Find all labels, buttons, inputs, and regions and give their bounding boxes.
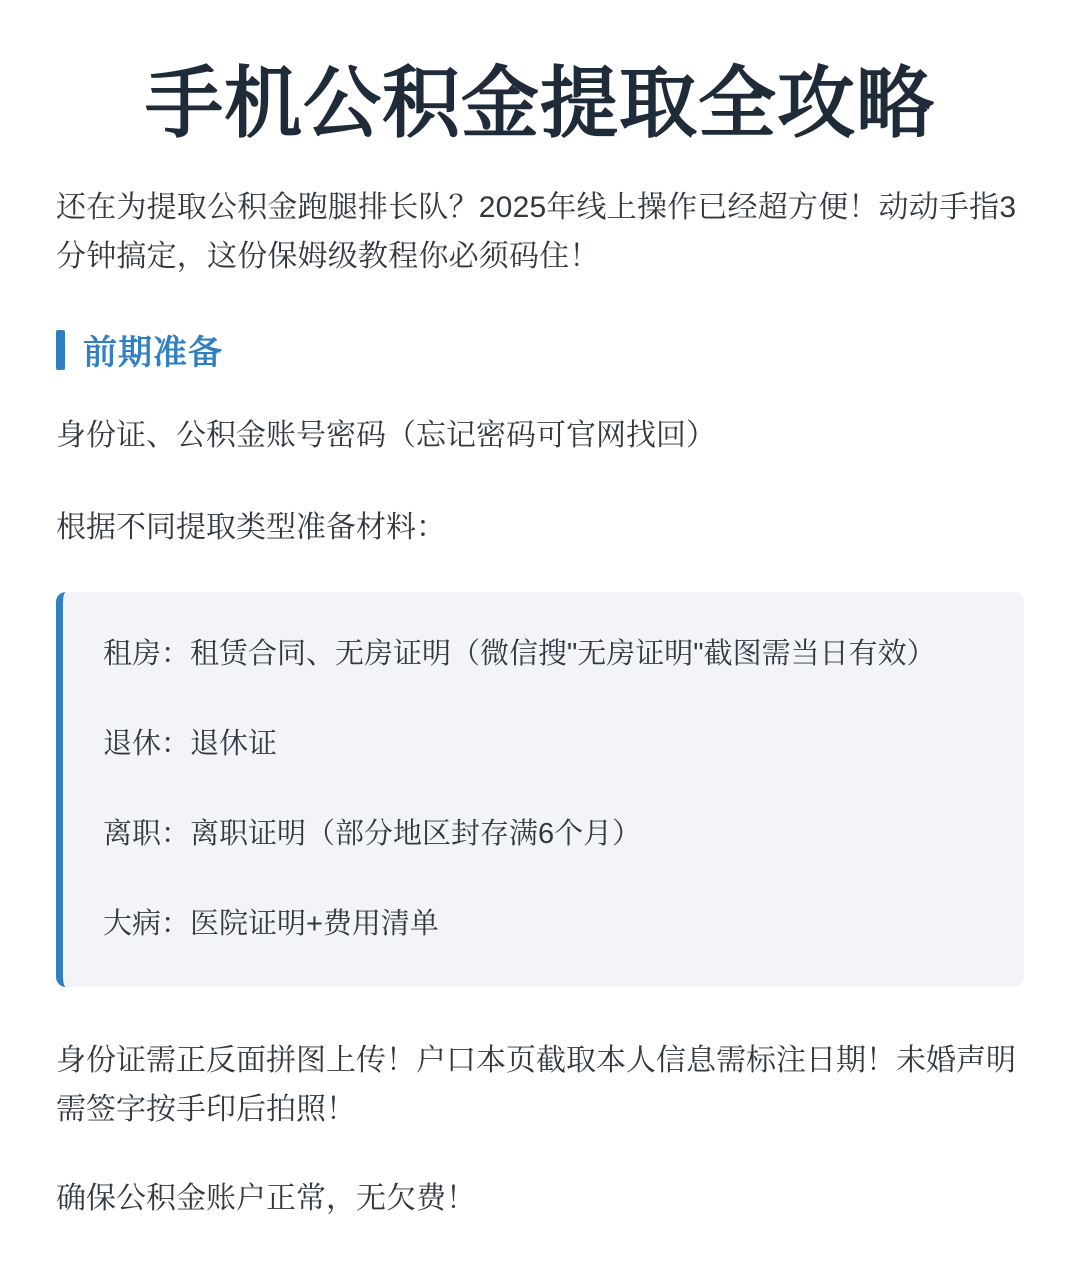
callout-list-item: 离职：离职证明（部分地区封存满6个月） [103,817,642,850]
prep-paragraph-1: 身份证、公积金账号密码（忘记密码可官网找回） [56,419,716,453]
page-title: 手机公积金提取全攻略 [144,59,935,149]
note-paragraph-2: 确保公积金账户正常，无欠费！ [56,1181,476,1215]
section-header-preparation [56,325,1024,374]
section-title: 前期准备 [83,334,223,373]
article-lead-paragraph: 还在为提取公积金跑腿排长队？2025年线上操作已经超方便！动动手指3分钟搞定，这份保姆级教程你必须码住！ [56,191,1017,273]
materials-callout [56,592,1024,987]
callout-list-item: 大病：医院证明+费用清单 [103,907,439,940]
note-paragraph-1: 身份证需正反面拼图上传！户口本页截取本人信息需标注日期！未婚声明需签字按手印后拍照！ [56,1044,1016,1127]
callout-list-item: 退休：退休证 [103,728,278,761]
section-accent-bar [56,330,65,370]
prep-paragraph-2: 根据不同提取类型准备材料： [56,511,446,545]
callout-list-item: 租房：租赁合同、无房证明（微信搜"无房证明"截图需当日有效） [103,638,936,671]
